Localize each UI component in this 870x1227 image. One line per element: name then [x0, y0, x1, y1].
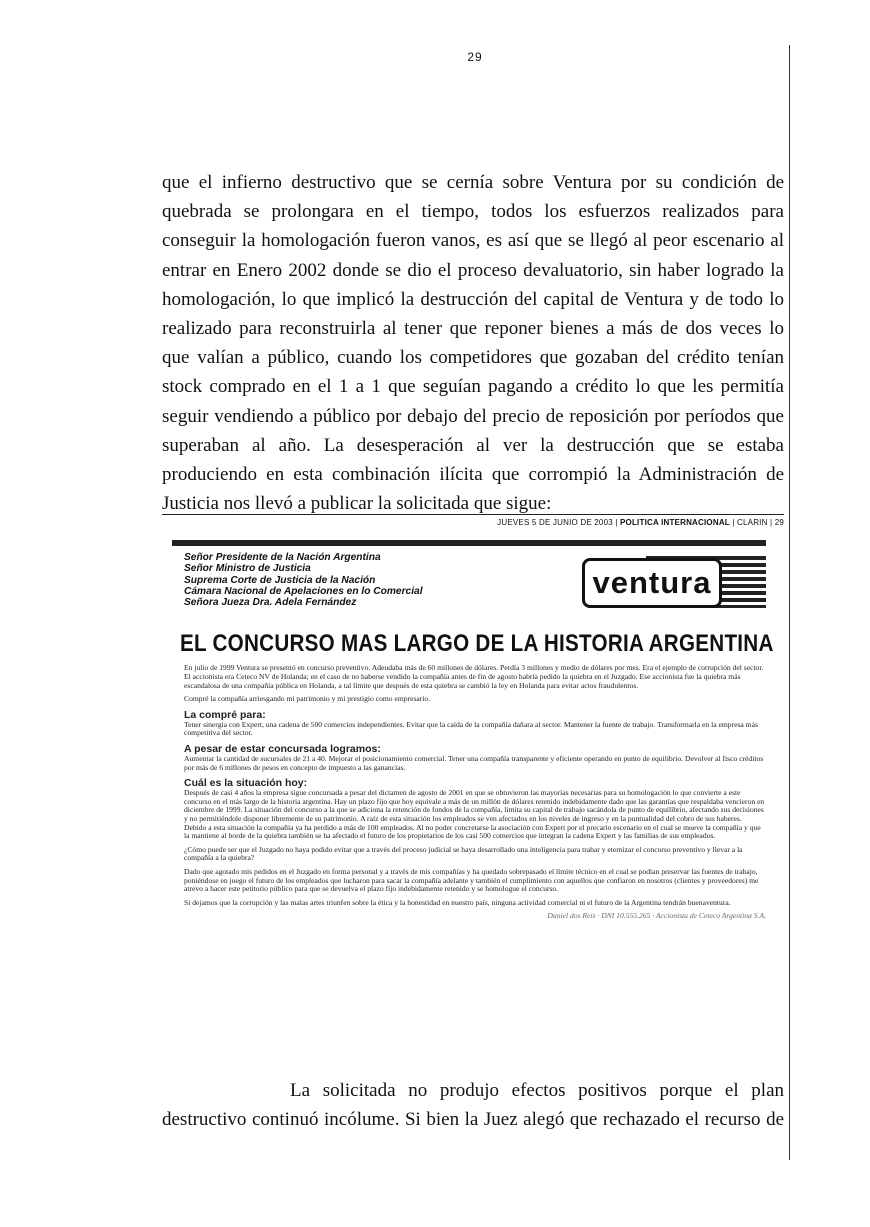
clipping-subhead: A pesar de estar concursada logramos: — [184, 743, 381, 756]
clipping-body — [184, 664, 766, 920]
addressee: Suprema Corte de Justicia de la Nación — [184, 574, 376, 586]
addressee: Señora Jueza Dra. Adela Fernández — [184, 597, 357, 609]
text-line: quebrada se prolongara en el tiempo, todos los esfuerzos realizados para — [162, 201, 784, 223]
text-line: que el infierno destructivo que se cernía sobre Ventura por su condición de — [162, 172, 784, 193]
clipping-paragraph: ¿Cómo puede ser que el Juzgado no haya podido evitar que a través del proceso judicial se haya desarrollado una inteligencia para trabar y eternizar el concurso preventivo y llevar a la compañía a la quiebra? — [184, 844, 743, 863]
newspaper-date: JUEVES 5 DE JUNIO DE 2003 | — [497, 518, 621, 527]
newspaper-name: | CLARIN | 29 — [729, 518, 784, 527]
paragraph-1 — [162, 168, 784, 518]
text-line: produciendo en esta combinación ilícita que corrompió la Administración de — [162, 464, 784, 486]
text-line: entrar en Enero 2002 donde se dio el proceso devaluatorio, sin haber logrado la — [162, 259, 784, 281]
text-line: destructivo continuó incólume. Si bien la Juez alegó que rechazado el recurso de — [162, 1109, 784, 1131]
page-number: 29 — [467, 50, 483, 64]
clipping-subhead: Cuál es la situación hoy: — [184, 777, 308, 790]
text-line: stock comprado en el 1 a 1 que seguían pagando a crédito lo que les permitía — [162, 376, 784, 398]
clipping-intro: En julio de 1999 Ventura se presentó en concurso preventivo. Adeudaba más de 60 millones de dólares. Perdía 3 millones y medio de dólares por mes. Era el ejemplo de corrupción del sector. El accionista era Ceteco NV de Holanda; en el caso de no haberse vendido la compañía antes de fin de agosto habría pedido la quiebra en el Juzgado. Ese accionista fue la quiebra más escandalosa de una compañía pública en Holanda, a tal límite que después de esta quiebra se cambió la ley en Holanda para evitar actos fraudulentos. — [184, 663, 764, 690]
text-line: conseguir la homologación fueron vanos, es así que se llegó al peor escenario al — [162, 230, 784, 252]
paragraph-2 — [162, 1076, 784, 1134]
text-line: realizado para reconstruirla al tener que reponer bienes a más de dos veces lo — [162, 318, 784, 340]
clipping-paragraph: Aumentar la cantidad de sucursales de 21 a 40. Mejorar el posicionamiento comercial. Tener una compañía transparente y eficiente operando en punto de equilibrio. Devolver al fisco créditos por más de 6 millones de pesos en concepto de impuesto a las ganancias. — [184, 754, 764, 772]
addressee: Señor Ministro de Justicia — [184, 563, 311, 575]
right-margin-rule — [789, 45, 790, 1160]
addressee: Cámara Nacional de Apelaciones en lo Comercial — [184, 585, 423, 597]
clipping-bought: Compré la compañía arriesgando mi patrimonio y mi prestigio como empresario. — [184, 694, 431, 704]
clipping-headline: EL CONCURSO MAS LARGO DE LA HISTORIA ARGENTINA — [180, 630, 774, 658]
clipping-signature: Daniel dos Reis · DNI 10.555.265 · Accionista de Ceteco Argentina S.A. — [547, 911, 766, 921]
text-line: superaban al año. La desesperación al ver la destrucción que se estaba — [162, 434, 784, 456]
text-line: Justicia nos llevó a publicar la solicitada que sigue: — [162, 493, 552, 515]
clipping-paragraph: Dado que agotado mis pedidos en el Juzgado en forma personal y a través de mis compañías y ha quedado sobrepasado el límite técnico en el cual se podían preservar las fuentes de trabajo, poniéndose en juego el futuro de los empleados que lucharon para sacar la compañía adelante y también el cumplimiento con aquellos que confiaron en nosotros (clientes y proveedores) me atrevo a hacer este petitorio público para que se devuelva el plazo fijo indebidamente retenido y se homologue el concurso. — [184, 866, 759, 894]
clipping-paragraph: Después de casi 4 años la empresa sigue concursada a pesar del dictamen de agosto de 2001 en que se obtuvieron las mayorías necesarias para su homologación lo que convierte a este concurso en el más largo de la historia argentina. Hay un plazo fijo que hoy equivale a más de un millón de dólares retenido indebidamente dado que las garantías que respaldaba vencieron en diciembre de 1999. La situación del concurso a la que se adiciona la retención de fondos de la compañía, limita su capital de trabajo sacándola de punto de equilibrio, afectando sus decisiones y no permitiéndole disponer libremente de su patrimonio. A raíz de esta situación los empleados se ven afectados en los niveles de ingreso y en la puntualidad del cobro de sus haberes. Debido a esta situación la compañía ya ha perdido a más de 100 empleados. Al no poder concretarse la asociación con Expert por el precario escenario en el cual se mueve la compañía y que la mantiene al borde de la quiebra también se ha afectado el futuro de los propietarios de los casi 500 comercios que integran la cadena Expert y las familias de sus empleados. — [184, 788, 765, 841]
ventura-logo — [506, 556, 766, 608]
clipping-paragraph: Si dejamos que la corrupción y las malas artes triunfen sobre la ética y la honestidad en nuestro país, ninguna actividad comercial ni el futuro de la Argentina tendrán buenaventura. — [184, 897, 731, 907]
text-line: que valían a público, cuando los competidores que gozaban del crédito tenían — [162, 347, 784, 369]
clipping-subhead: La compré para: — [184, 708, 266, 721]
text-line: La solicitada no produjo efectos positivos porque el plan — [290, 1080, 784, 1101]
clipping-top-bar — [172, 540, 766, 546]
clipping-paragraph: Tener sinergia con Expert, una cadena de 500 comercios independientes. Evitar que la caída de la compañía dañara al sector. Mantener la fuente de trabajo. Transformarla en la empresa más competitiva del sector. — [184, 719, 758, 738]
newspaper-clipping — [172, 540, 774, 1060]
text-line: homologación, lo que implicó la destrucción del capital de Ventura y de todo lo — [162, 288, 784, 310]
logo-text: ventura — [582, 558, 722, 608]
newspaper-section: POLITICA INTERNACIONAL — [620, 518, 730, 527]
newspaper-header — [162, 514, 784, 527]
addressee: Señor Presidente de la Nación Argentina — [184, 552, 381, 563]
text-line: seguir vendiendo a público por debajo del precio de reposición por períodos que — [162, 405, 784, 427]
